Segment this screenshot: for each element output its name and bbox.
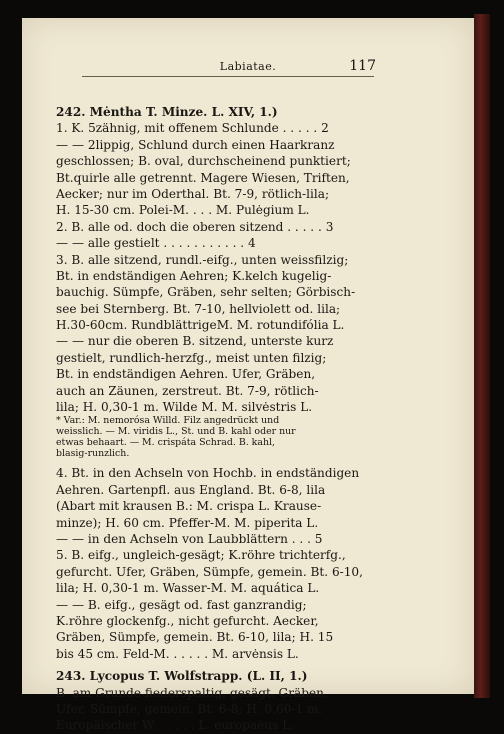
text-line: 243. Lycopus T. Wolfstrapp. (L. II, 1.) bbox=[56, 669, 308, 684]
text-line: B. am Grunde fiederspaltig, gesägt. Gräben, bbox=[56, 685, 328, 700]
header-rule bbox=[82, 76, 374, 77]
text-line: bauchig. Sümpfe, Gräben, sehr selten; Görbisch- bbox=[56, 285, 356, 300]
text-line: Ufer, Sümpfe, gemein. Bt. 6-8; H. 0,60-1 m. bbox=[56, 701, 323, 716]
text-line: auch an Zäunen, zerstreut. Bt. 7-9, rötlich- bbox=[56, 383, 319, 398]
text-line: etwas behaart. — M. crispáta Schrad. B. kahl, bbox=[56, 437, 275, 449]
text-line: — — B. eifg., gesägt od. fast ganzrandig; bbox=[56, 597, 307, 612]
text-line: Aehren. Gartenpfl. aus England. Bt. 6-8, lila bbox=[56, 482, 326, 497]
book-spine bbox=[474, 14, 490, 698]
text-line: 1. K. 5zähnig, mit offenem Schlunde . . . . . 2 bbox=[56, 121, 329, 136]
page-number: 117 bbox=[349, 58, 376, 74]
text-line: weisslich. — M. viridis L., St. und B. kahl oder nur bbox=[56, 426, 296, 438]
text-line: blasig-runzlich. bbox=[56, 448, 130, 460]
body-text bbox=[56, 104, 388, 734]
text-line: Bt. in endständigen Aehren. Ufer, Gräben, bbox=[56, 367, 316, 382]
text-line: bis 45 cm. Feld-M. . . . . . M. arvėnsis L. bbox=[56, 646, 299, 661]
text-line: H.30-60cm. RundblättrigeM. M. rotundifólia L. bbox=[56, 318, 345, 333]
text-line: Aecker; nur im Oderthal. Bt. 7-9, rötlich-lila; bbox=[56, 186, 330, 201]
text-line: K.röhre glockenfg., nicht gefurcht. Aecker, bbox=[56, 613, 319, 628]
text-line: — — in den Achseln von Laubblättern . . . 5 bbox=[56, 531, 323, 546]
text-line: * Var.: M. nemorósa Willd. Filz angedrückt und bbox=[56, 415, 280, 427]
text-line: 4. Bt. in den Achseln von Hochb. in endständigen bbox=[56, 466, 360, 481]
text-line: geschlossen; B. oval, durchscheinend punktiert; bbox=[56, 154, 351, 169]
text-line: 3. B. alle sitzend, rundl.-eifg., unten weissfilzig; bbox=[56, 252, 349, 267]
running-header-title: Labiatae. bbox=[219, 60, 277, 73]
text-line: lila; H. 0,30-1 m. Wilde M. M. silvėstris L. bbox=[56, 400, 313, 415]
text-line: (Abart mit krausen B.: M. crispa L. Krause- bbox=[56, 499, 322, 514]
text-line: see bei Sternberg. Bt. 7-10, hellviolett od. lila; bbox=[56, 301, 341, 316]
text-line: 5. B. eifg., ungleich-gesägt; K.röhre trichterfg., bbox=[56, 548, 346, 563]
text-line: Bt.quirle alle getrennt. Magere Wiesen, Triften, bbox=[56, 170, 350, 185]
text-line: — — nur die oberen B. sitzend, unterste kurz bbox=[56, 334, 334, 349]
text-line: minze); H. 60 cm. Pfeffer-M. M. piperita L. bbox=[56, 515, 319, 530]
text-line: Gräben, Sümpfe, gemein. Bt. 6-10, lila; H. 15 bbox=[56, 630, 334, 645]
text-line: 2. B. alle od. doch die oberen sitzend . . . . . 3 bbox=[56, 219, 334, 234]
text-line: gestielt, rundlich-herzfg., meist unten filzig; bbox=[56, 350, 327, 365]
text-line: 242. Mėntha T. Minze. L. XIV, 1.) bbox=[56, 105, 278, 119]
text-line: lila; H. 0,30-1 m. Wasser-M. M. aquática L. bbox=[56, 581, 320, 596]
text-line: Europäischer W. . . . . . L. europaėus L. bbox=[56, 718, 295, 733]
book-page bbox=[22, 18, 474, 733]
text-line: gefurcht. Ufer, Gräben, Sümpfe, gemein. Bt. 6-10, bbox=[56, 564, 363, 579]
text-line: H. 15-30 cm. Polei-M. . . . M. Pulėgium L. bbox=[56, 203, 310, 218]
text-line: — — alle gestielt . . . . . . . . . . . 4 bbox=[56, 236, 256, 251]
text-line: Bt. in endständigen Aehren; K.kelch kugelig- bbox=[56, 268, 332, 283]
text-line: — — 2lippig, Schlund durch einen Haarkranz bbox=[56, 137, 335, 152]
